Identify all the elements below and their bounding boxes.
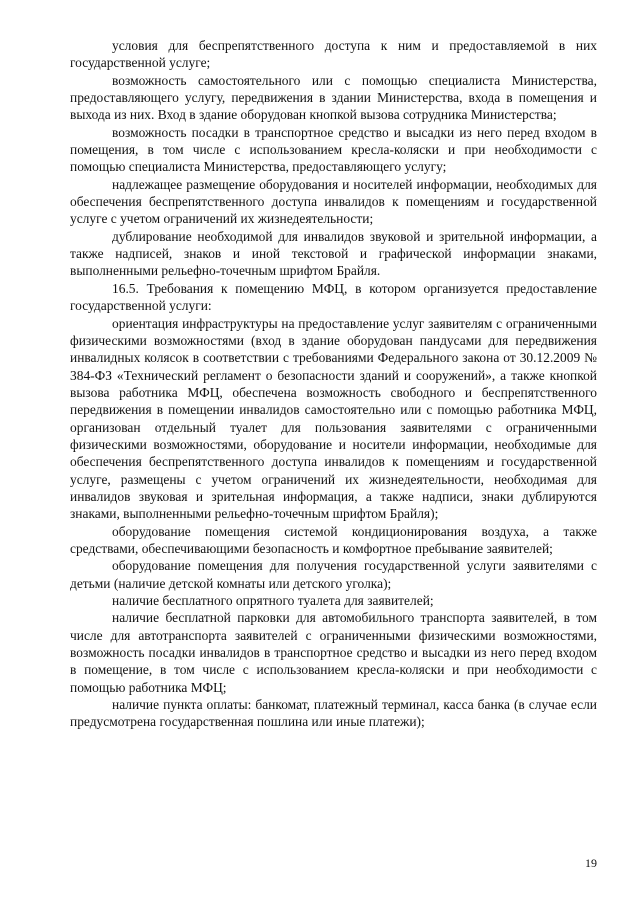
paragraph-parking: наличие бесплатной парковки для автомобильного транспорта заявителей, в том числе для автотранспорта заявителей с ограниченными физическими возможностями, возможность посадки инвалидов в транспортное средство и высадки из него перед входом в помещение, в том числе с использованием кресла-коляски и при необходимости с помощью работника МФЦ;	[70, 610, 597, 695]
paragraph-braille-duplication: дублирование необходимой для инвалидов звуковой и зрительной информации, а также надписей, знаков и иной текстовой и графической информации знаками, выполненными рельефно-точечным шрифтом Брайля.	[70, 228, 597, 279]
paragraph-vehicle-boarding: возможность посадки в транспортное средство и высадки из него перед входом в помещения, в том числе с использованием кресла-коляски и при необходимости с помощью специалиста Министерства, предоставляющего услугу;	[70, 124, 597, 175]
page-number: 19	[585, 856, 597, 870]
paragraph-children-room: оборудование помещения для получения государственной услуги заявителями с детьми (наличие детской комнаты или детского уголка);	[70, 558, 597, 591]
paragraph-air-conditioning: оборудование помещения системой кондиционирования воздуха, а также средствами, обеспечивающими безопасность и комфортное пребывание заявителей;	[70, 523, 597, 556]
paragraph-accessibility-conditions: условия для беспрепятственного доступа к ним и предоставляемой в них государственной услуге;	[70, 38, 597, 71]
document-body	[70, 37, 597, 731]
paragraph-infrastructure-orientation: ориентация инфраструктуры на предоставление услуг заявителям с ограниченными физическими возможностями (вход в здание оборудован пандусами для передвижения инвалидных колясок в соответствии с требованиями Федерального закона от 30.12.2009 № 384-ФЗ «Технический регламент о безопасности зданий и сооружений», а также кнопкой вызова работника МФЦ, обеспечена возможность свободного и беспрепятственного передвижения в помещении инвалидов самостоятельно или с помощью работника МФЦ, организован отдельный туалет для пользования заявителями с ограниченными физическими возможностями, оборудование и носители информации, необходимые для обеспечения беспрепятственного доступа инвалидов к помещениям и государственной услуге, размещены с учетом ограничений их жизнедеятельности, необходимая для инвалидов звуковая и зрительная информация, а также надписи, знаки дублируются знаками, выполненными рельефно-точечным шрифтом Брайля);	[70, 315, 597, 522]
paragraph-equipment-placement: надлежащее размещение оборудования и носителей информации, необходимых для обеспечения беспрепятственного доступа инвалидов к помещениям и государственной услуге с учетом ограничений их жизнедеятельности;	[70, 176, 597, 227]
paragraph-payment-point: наличие пункта оплаты: банкомат, платежный терминал, касса банка (в случае если предусмотрена государственная пошлина или иные платежи);	[70, 697, 597, 730]
paragraph-toilet: наличие бесплатного опрятного туалета для заявителей;	[112, 593, 434, 608]
paragraph-section-16-5: 16.5. Требования к помещению МФЦ, в котором организуется предоставление государственной услуги:	[70, 280, 597, 314]
paragraph-movement-in-building: возможность самостоятельного или с помощью специалиста Министерства, предоставляющего услугу, передвижения в здании Министерства, входа в помещения и выхода из них. Вход в здание оборудован кнопкой вызова сотрудника Министерства;	[70, 72, 597, 123]
